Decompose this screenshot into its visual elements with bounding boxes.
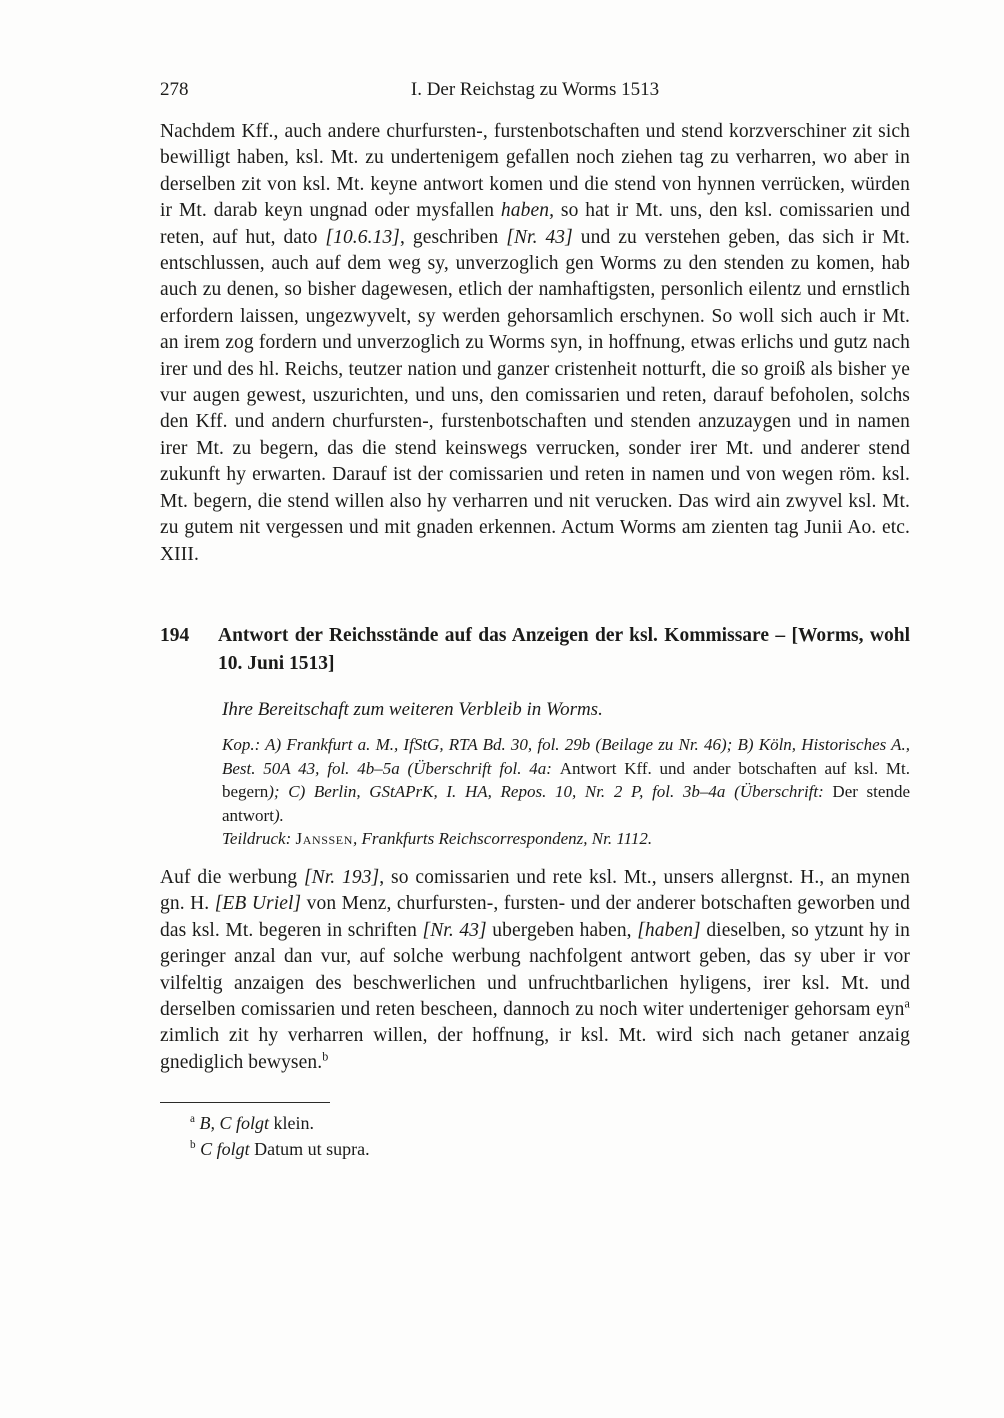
footnote-a: $^a$ B, C folgt klein. bbox=[190, 1113, 314, 1134]
entry-number: 194 bbox=[160, 624, 190, 646]
paragraph-estates-answer: Auf die werbung [Nr. 193], so comissarien und rete ksl. Mt., unsers allergnst. H., an mynen gn. H. [EB Uriel] von Menz, churfursten-, fursten- und der anderer botschaften geworben und das ksl. Mt. begeren in schriften [Nr. 43] ubergeben haben, [haben] dieselben, so ytzunt hy in geringer anzal dan vur, auf solche werbung nachfolgent antwort geben, das sy uber ir vor vilfeltig anzaigen des beschwerlichen und unfruchtbarlichen hyligens, irer ksl. Mt. und derselben comissarien und reten bescheen, dannoch zu noch witer underteniger gehorsam eyn$^a$ zimlich zit hy verharren willen, der hoffnung, ir ksl. Mt. wird sich nach getaner anzaig gnediglich bewysen.$^b$ bbox=[160, 866, 911, 1073]
source-note: Kop.: A) Frankfurt a. M., IfStG, RTA Bd. 30, fol. 29b (Beilage zu Nr. 46); B) Köln, Historisches A., Best. 50A 43, fol. 4b–5a (Überschrift fol. 4a: Antwort Kff. und ander botschaften auf ksl. Mt. begern); C) Berlin, GStAPrK, I. HA, Repos. 10, Nr. 2 P, fol. 3b–4a (Überschrift: Der stende antwort). bbox=[222, 734, 910, 825]
entry-title: Antwort der Reichsstände auf das Anzeigen der ksl. Kommissare – [Worms, wohl 10. Juni 1513] bbox=[218, 624, 910, 674]
paragraph-commissars-report: Nachdem Kff., auch andere churfursten-, furstenbotschaften und stend korzverschiner zit sich bewilligt haben, ksl. Mt. zu undertenigem gefallen noch ziehen tag zu verharren, wo aber in derselben zit von ksl. Mt. keyne antwort komen und die stend von hynnen verrücken, würden ir Mt. darab keyn ungnad oder mysfallen haben, so hat ir Mt. uns, den ksl. comissarien und reten, auf hut, dato [10.6.13], geschriben [Nr. 43] und zu verstehen geben, das sich ir Mt. entschlussen, auch auf dem weg sy, unverzoglich gen Worms zu den stenden zu komen, hab auch zu denen, so bisher dagewesen, etlich der namhaftigsten, personlich eilentz und ernstlich erfordern laissen, ungezwyvelt, sy werden gehorsamlich erschynen. So woll sich auch ir Mt. an irem zog fordern und unverzoglich zu Worms syn, in hoffnung, etwas erlichs und gutz nach irer und des hl. Reichs, teutzer nation und ganzer cristenheit notturft, die so groiß als bisher ye vur augen gewest, uszurichten, und uns, den comissarien und reten, darauf befoholen, solchs den Kff. und andern churfursten-, furstenbotschaften und stenden anzuzaygen und in namen irer Mt. zu begern, das die stend keinswegs verrucken, sonder irer Mt. und anderer stend zukunft hy erwarten. Darauf ist der comissarien und reten in namen und von wegen röm. ksl. Mt. begern, die stend willen also hy verharren und nit verucken. Das wird ain zwyvel ksl. Mt. zu gutem nit vergessen und mit gnaden erkennen. Actum Worms am zienten tag Junii Ao. etc. XIII. bbox=[160, 121, 911, 565]
entry-subtitle: Ihre Bereitschaft zum weiteren Verbleib in Worms. bbox=[222, 698, 603, 720]
footnote-b: $^b$ C folgt Datum ut supra. bbox=[190, 1138, 370, 1159]
footnote-separator bbox=[160, 1102, 330, 1103]
footnotes-section bbox=[160, 1102, 910, 1162]
page-number: 278 bbox=[160, 79, 189, 100]
entry-heading bbox=[160, 622, 910, 678]
running-title: I. Der Reichstag zu Worms 1513 bbox=[410, 79, 660, 100]
running-head bbox=[160, 76, 910, 103]
teildruck-note: Teildruck: Janssen, Frankfurts Reichscorrespondenz, Nr. 1112. bbox=[222, 829, 653, 849]
